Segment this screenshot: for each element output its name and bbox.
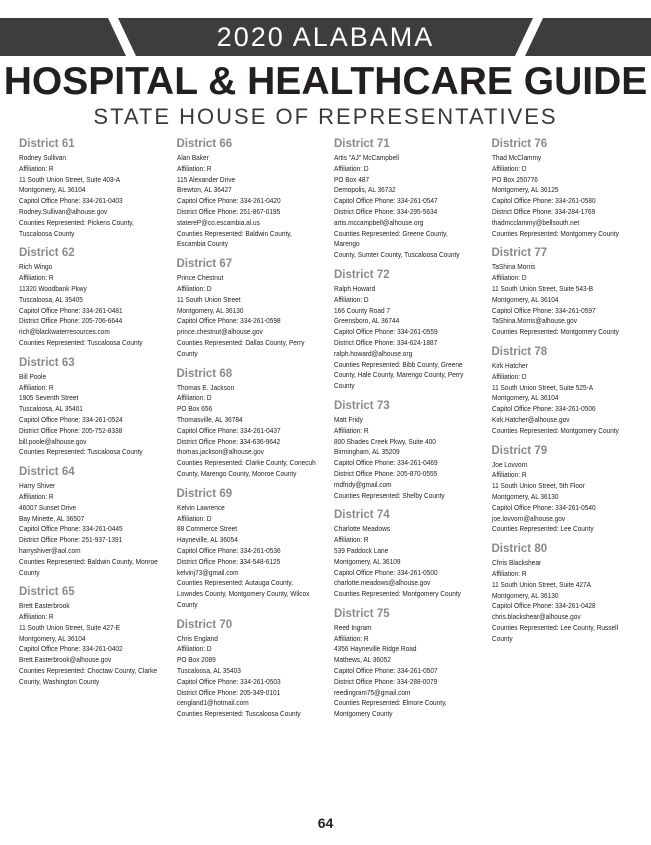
entry-detail-line: Bill Poole: [19, 371, 47, 381]
representative-entry: [177, 137, 335, 250]
entry-detail-line: Capitol Office Phone: 334-261-0437: [176, 425, 281, 435]
entry-detail-line: Capitol Office Phone: 334-261-0507: [334, 666, 438, 676]
entry-detail-line: Counties Represented: Tuscaloosa County: [176, 709, 301, 719]
entry-detail-line: County: [176, 348, 198, 358]
entry-detail-line: Montgomery, AL 36104: [491, 393, 559, 403]
district-heading: District 79: [491, 444, 548, 457]
entry-detail-line: Bay Minette, AL 36507: [19, 513, 85, 523]
entry-detail-line: Counties Represented: Pickens County,: [19, 217, 134, 227]
entry-detail-line: Charlotte Meadows: [334, 524, 391, 534]
entry-detail-line: Reed Ingram: [334, 622, 372, 632]
entry-detail-line: Capitol Office Phone: 334-261-0598: [176, 316, 281, 326]
entry-detail-line: Joe Lovvorn: [491, 459, 527, 469]
entry-detail-line: reedingram75@gmail.com: [334, 687, 411, 697]
entry-detail-line: Thomas E. Jackson: [176, 382, 234, 392]
entry-detail-line: Counties Represented: Choctaw County, Clarke: [19, 666, 157, 676]
entry-detail-line: 166 County Road 7: [334, 305, 391, 315]
entry-detail-line: Counties Represented: Shelby County: [334, 490, 445, 500]
representative-entry: [492, 542, 650, 644]
entry-detail-line: Counties Represented: Montgomery County: [334, 589, 461, 599]
entry-detail-line: District Office Phone: 334-288-0079: [334, 676, 438, 686]
entry-detail-line: 4356 Hayneville Ridge Road: [334, 644, 417, 654]
representative-entry: [334, 268, 492, 392]
entry-detail-line: District Office Phone: 334-624-1887: [334, 337, 438, 347]
entry-detail-line: Chris England: [176, 633, 218, 643]
entry-detail-line: Greensboro, AL 36744: [334, 316, 400, 326]
district-heading: District 62: [19, 247, 75, 260]
entry-detail-line: Montgomery County: [334, 709, 393, 719]
entry-detail-line: 11 South Union Street: [176, 294, 241, 304]
district-heading: District 69: [176, 487, 233, 500]
entry-detail-line: Capitol Office Phone: 334-261-0403: [19, 196, 123, 206]
representative-entry: [19, 137, 177, 239]
entry-detail-line: Counties Represented: Dallas County, Perry: [176, 337, 304, 347]
page-number: 64: [317, 815, 334, 831]
representative-entry: [19, 465, 177, 578]
entry-detail-line: 115 Alexander Drive: [176, 174, 235, 184]
entry-detail-line: Affiliation: R: [334, 535, 369, 545]
entry-detail-line: cengland1@hotmail.com: [176, 698, 249, 708]
entry-detail-line: 1905 Seventh Street: [19, 393, 79, 403]
entry-detail-line: Capitol Office Phone: 334-261-0524: [19, 414, 123, 424]
entry-detail-line: PO Box 2089: [176, 655, 216, 665]
district-heading: District 77: [491, 247, 548, 260]
entry-detail-line: Kirk.Hatcher@alhouse.gov: [491, 414, 569, 424]
entry-detail-line: chris.blackshear@alhouse.gov: [491, 612, 581, 622]
header-banner: [0, 18, 651, 56]
district-heading: District 78: [491, 345, 548, 358]
entry-detail-line: Thad McClammy: [491, 153, 541, 162]
entry-detail-line: Capitol Office Phone: 334-261-0580: [491, 196, 596, 206]
representative-entry: [177, 257, 335, 359]
entry-detail-line: 11 South Union Street, 5th Floor: [491, 481, 585, 491]
entry-detail-line: Hayneville, AL 36054: [176, 535, 238, 545]
entry-detail-line: Demopolis, AL 36732: [334, 185, 396, 195]
entry-detail-line: Affiliation: R: [19, 491, 54, 501]
entry-detail-line: Prince Chestnut: [176, 273, 223, 283]
entry-detail-line: 11 South Union Street, Suite 525-A: [491, 382, 593, 392]
entry-detail-line: District Office Phone: 205-706-6644: [19, 316, 123, 326]
entry-detail-line: 11 South Union Street, Suite 427-E: [19, 622, 121, 632]
entry-detail-line: Affiliation: R: [19, 273, 54, 283]
entry-detail-line: County: [176, 599, 198, 609]
entry-detail-line: Birmingham, AL 35209: [334, 447, 400, 457]
entry-detail-line: Brewton, AL 36427: [176, 185, 232, 195]
entry-detail-line: Artis "AJ" McCampbell: [334, 153, 399, 162]
entry-detail-line: Counties Represented: Tuscaloosa County: [19, 447, 143, 457]
entry-detail-line: 11 South Union Street, Suite 403-A: [19, 174, 121, 184]
entry-detail-line: Affiliation: R: [176, 163, 212, 173]
representative-entry: [492, 246, 650, 338]
entry-detail-line: Montgomery, AL 36109: [334, 556, 401, 566]
district-heading: District 70: [176, 618, 233, 631]
representative-entry: [334, 399, 492, 501]
entry-detail-line: Affiliation: D: [176, 513, 212, 523]
directory-columns: [19, 137, 649, 727]
entry-detail-line: District Office Phone: 334-284-1769: [491, 206, 595, 216]
entry-detail-line: Rich Wingo: [19, 262, 53, 272]
entry-detail-line: mdfridy@gmail.com: [334, 479, 392, 489]
entry-detail-line: Counties Represented: Montgomery County: [491, 425, 619, 435]
representative-entry: [19, 356, 177, 458]
entry-detail-line: District Office Phone: 251-937-1391: [19, 535, 123, 545]
entry-detail-line: County: [19, 567, 40, 577]
entry-detail-line: Affiliation: R: [491, 470, 527, 480]
entry-detail-line: County, Marengo County, Monroe County: [176, 468, 296, 478]
page-title: HOSPITAL & HEALTHCARE GUIDE: [3, 60, 648, 103]
entry-detail-line: County, Washington County: [19, 676, 100, 686]
entry-detail-line: Affiliation: D: [176, 644, 212, 654]
entry-detail-line: thomas.jackson@alhouse.gov: [176, 447, 264, 457]
entry-detail-line: Chris Blackshear: [491, 558, 541, 568]
entry-detail-line: Capitol Office Phone: 334-261-0402: [19, 644, 123, 654]
entry-detail-line: 539 Paddock Lane: [334, 545, 389, 555]
entry-detail-line: County: [491, 633, 513, 643]
entry-detail-line: Counties Represented: Baldwin County,: [176, 228, 292, 238]
representative-entry: [19, 246, 177, 348]
entry-detail-line: Affiliation: D: [176, 393, 212, 403]
entry-detail-line: Counties Represented: Clarke County, Conecuh: [176, 458, 316, 468]
entry-detail-line: 11 South Union Street, Suite 543-B: [491, 283, 593, 293]
district-heading: District 74: [334, 509, 390, 522]
entry-detail-line: Affiliation: D: [334, 163, 369, 173]
year-title: 2020 ALABAMA: [216, 22, 435, 52]
entry-detail-line: Counties Represented: Elmore County,: [334, 698, 447, 708]
entry-detail-line: Montgomery, AL 36104: [491, 294, 559, 304]
entry-detail-line: Montgomery, AL 36130: [491, 491, 559, 501]
entry-detail-line: Affiliation: D: [491, 273, 527, 283]
entry-detail-line: Capitol Office Phone: 334-261-0420: [176, 196, 281, 206]
entry-detail-line: TaShina.Morris@alhouse.gov: [491, 316, 577, 326]
entry-detail-line: Affiliation: D: [176, 283, 212, 293]
entry-detail-line: Affiliation: R: [334, 425, 369, 435]
entry-detail-line: harryshiver@aol.com: [19, 545, 81, 555]
entry-detail-line: Counties Represented: Baldwin County, Monroe: [19, 556, 158, 566]
entry-detail-line: District Office Phone: 205-349-0101: [176, 687, 280, 697]
representative-entry: [177, 618, 335, 720]
entry-detail-line: Tuscaloosa, AL 35403: [176, 666, 241, 676]
entry-detail-line: artis.mccampbell@alhouse.org: [334, 217, 424, 227]
entry-detail-line: Brett Easterbrook: [19, 601, 70, 611]
entry-detail-line: Counties Represented: Montgomery County: [491, 327, 619, 337]
representative-entry: [334, 137, 492, 261]
entry-detail-line: Ralph Howard: [334, 283, 376, 293]
district-heading: District 72: [334, 268, 390, 281]
district-heading: District 67: [176, 258, 233, 271]
entry-detail-line: Affiliation: D: [334, 294, 369, 304]
entry-detail-line: Capitol Office Phone: 334-261-0445: [19, 524, 123, 534]
entry-detail-line: District Office Phone: 334-636-9642: [176, 436, 280, 446]
entry-detail-line: bill.poole@alhouse.gov: [19, 436, 87, 446]
entry-detail-line: charlotte.meadows@alhouse.gov: [334, 578, 431, 588]
entry-detail-line: Capitol Office Phone: 334-261-0469: [334, 458, 438, 468]
entry-detail-line: Affiliation: D: [491, 371, 527, 381]
entry-detail-line: District Office Phone: 334-548-6125: [176, 556, 280, 566]
directory-column: [492, 137, 650, 727]
district-heading: District 66: [176, 138, 233, 150]
entry-detail-line: County, Sumter County, Tuscaloosa County: [334, 250, 460, 260]
entry-detail-line: kelvinj73@gmail.com: [176, 567, 239, 577]
entry-detail-line: thadmcclammy@bellsouth.net: [491, 217, 579, 227]
entry-detail-line: Counties Represented: Bibb County, Greene: [334, 359, 463, 369]
district-heading: District 75: [334, 607, 390, 620]
entry-detail-line: prince.chestnut@alhouse.gov: [176, 327, 263, 337]
entry-detail-line: Counties Represented: Montgomery County: [491, 228, 619, 238]
representative-entry: [492, 444, 650, 536]
representative-entry: [19, 585, 177, 687]
entry-detail-line: 11 South Union Street, Suite 427A: [491, 579, 591, 589]
entry-detail-line: Affiliation: R: [19, 382, 54, 392]
entry-detail-line: District Office Phone: 251-867-0195: [176, 206, 280, 216]
entry-detail-line: Capitol Office Phone: 334-261-0500: [334, 567, 438, 577]
entry-detail-line: Montgomery, AL 36130: [176, 305, 244, 315]
entry-detail-line: Lowndes County, Montgomery County, Wilcox: [176, 589, 309, 599]
entry-detail-line: Capitol Office Phone: 334-261-0503: [176, 676, 281, 686]
directory-column: [177, 137, 335, 727]
entry-detail-line: Thomasville, AL 36784: [176, 414, 243, 424]
entry-detail-line: Harry Shiver: [19, 481, 56, 491]
entry-detail-line: Capitol Office Phone: 334-261-0506: [491, 404, 596, 414]
representative-entry: [177, 487, 335, 611]
entry-detail-line: Tuscaloosa, AL 35401: [19, 404, 83, 414]
entry-detail-line: Montgomery, AL 36104: [19, 185, 86, 195]
entry-detail-line: statereP@co.escambia.al.us: [176, 217, 260, 227]
entry-detail-line: joe.lovvorn@alhouse.gov: [491, 513, 565, 523]
entry-detail-line: Capitol Office Phone: 334-261-0428: [491, 601, 596, 611]
entry-detail-line: Capitol Office Phone: 334-261-0547: [334, 196, 438, 206]
entry-detail-line: PO Box 487: [334, 174, 370, 184]
entry-detail-line: 800 Shades Creek Pkwy, Suite 400: [334, 436, 436, 446]
entry-detail-line: PO Box 656: [176, 404, 212, 414]
entry-detail-line: Capitol Office Phone: 334-261-0597: [491, 305, 596, 315]
district-heading: District 73: [334, 399, 390, 412]
entry-detail-line: 88 Commerce Street: [176, 524, 237, 534]
entry-detail-line: Capitol Office Phone: 334-261-0536: [176, 545, 281, 555]
district-heading: District 64: [19, 466, 75, 479]
entry-detail-line: District Office Phone: 205-870-0555: [334, 468, 438, 478]
entry-detail-line: Brett.Easterbrook@alhouse.gov: [19, 655, 112, 665]
entry-detail-line: Kirk Hatcher: [491, 360, 528, 370]
entry-detail-line: Mathews, AL 36052: [334, 655, 391, 665]
representative-entry: [492, 137, 650, 239]
entry-detail-line: 11320 Woodbank Pkwy: [19, 283, 87, 293]
entry-detail-line: Tuscaloosa County: [19, 228, 75, 238]
entry-detail-line: rich@blackwaterresources.com: [19, 327, 110, 337]
entry-detail-line: Capitol Office Phone: 334-261-0559: [334, 327, 438, 337]
district-heading: District 80: [491, 543, 548, 556]
entry-detail-line: County: [334, 381, 355, 391]
entry-detail-line: Counties Represented: Lee County: [491, 524, 594, 534]
district-heading: District 61: [19, 138, 75, 150]
entry-detail-line: ralph.howard@alhouse.org: [334, 348, 413, 358]
representative-entry: [177, 367, 335, 480]
entry-detail-line: Rodney.Sullivan@alhouse.gov: [19, 206, 108, 216]
entry-detail-line: Kelvin Lawrence: [176, 502, 225, 512]
entry-detail-line: County, Hale County, Marengo County, Perry: [334, 370, 464, 380]
district-heading: District 68: [176, 367, 233, 380]
entry-detail-line: PO Box 250776: [491, 174, 538, 184]
entry-detail-line: Affiliation: D: [491, 163, 527, 173]
entry-detail-line: Matt Fridy: [334, 414, 363, 424]
entry-detail-line: Capitol Office Phone: 334-261-0540: [491, 502, 596, 512]
entry-detail-line: 46007 Sunset Drive: [19, 502, 77, 512]
representative-entry: [334, 508, 492, 600]
entry-detail-line: Affiliation: R: [334, 633, 369, 643]
entry-detail-line: Montgomery, AL 36104: [19, 633, 86, 643]
district-heading: District 71: [334, 138, 390, 150]
entry-detail-line: Rodney Sullivan: [19, 153, 67, 162]
district-heading: District 65: [19, 586, 75, 599]
entry-detail-line: Counties Represented: Greene County, Marengo: [334, 228, 448, 249]
district-heading: District 76: [491, 138, 548, 150]
entry-detail-line: Counties Represented: Autauga County,: [176, 578, 293, 588]
entry-detail-line: Escambia County: [176, 239, 228, 249]
entry-detail-line: Counties Represented: Lee County, Russell: [491, 622, 618, 632]
representative-entry: [492, 345, 650, 437]
district-heading: District 63: [19, 356, 75, 369]
directory-column: [334, 137, 492, 727]
entry-detail-line: Montgomery, AL 36125: [491, 185, 559, 195]
entry-detail-line: TaShina Morris: [491, 262, 535, 272]
entry-detail-line: Tuscaloosa, AL 35405: [19, 294, 83, 304]
entry-detail-line: District Office Phone: 205-752-8338: [19, 425, 123, 435]
entry-detail-line: Capitol Office Phone: 334-261-0481: [19, 305, 123, 315]
entry-detail-line: Affiliation: R: [491, 568, 527, 578]
entry-detail-line: Alan Baker: [176, 153, 209, 162]
entry-detail-line: Montgomery, AL 36130: [491, 590, 559, 600]
page-subtitle: STATE HOUSE OF REPRESENTATIVES: [93, 104, 558, 129]
directory-column: [19, 137, 177, 727]
entry-detail-line: Affiliation: R: [19, 612, 54, 622]
entry-detail-line: Counties Represented: Tuscaloosa County: [19, 337, 143, 347]
representative-entry: [334, 607, 492, 720]
entry-detail-line: Affiliation: R: [19, 163, 54, 173]
entry-detail-line: District Office Phone: 334-295-5634: [334, 206, 438, 216]
